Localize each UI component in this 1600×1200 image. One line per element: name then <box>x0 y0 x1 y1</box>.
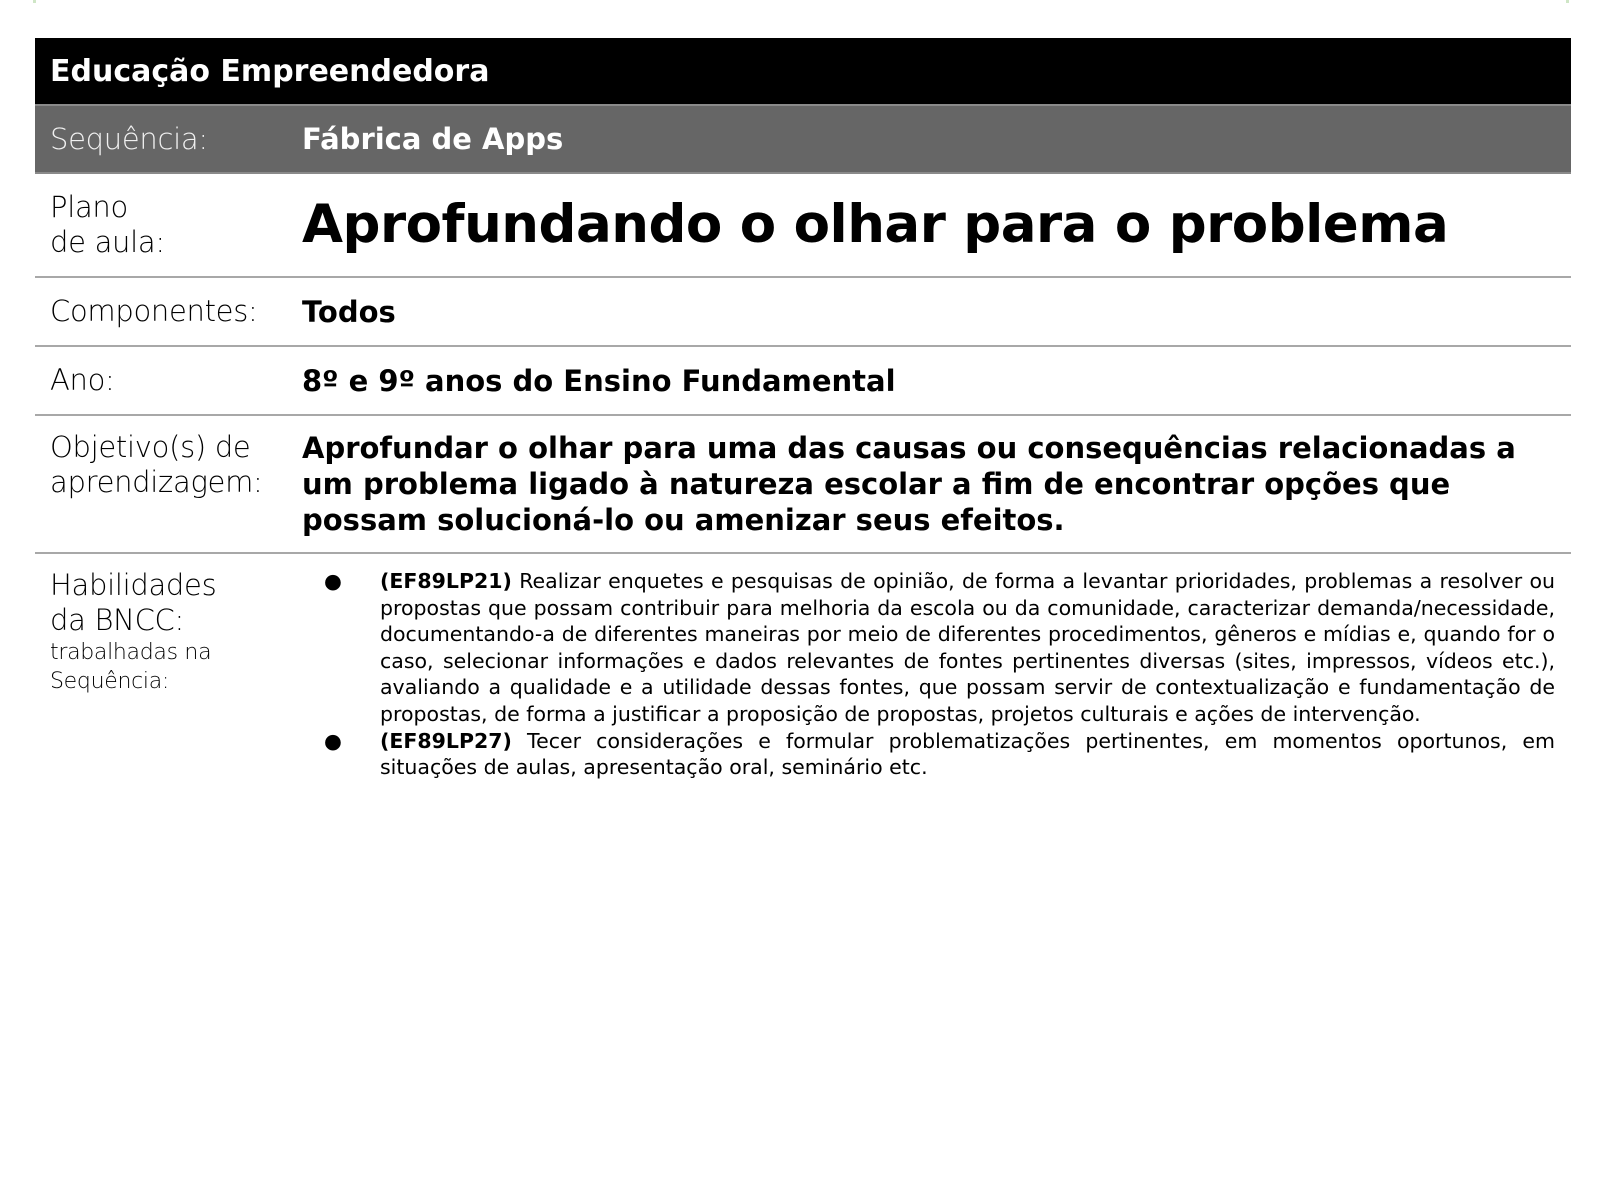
document-header: Educação Empreendedora <box>35 38 1571 104</box>
label-subline: Sequência: <box>50 669 169 694</box>
label-ano: Ano: <box>50 363 115 397</box>
skill-description: Realizar enquetes e pesquisas de opinião, de forma a levantar prioridades, problemas a resolver ou propostas que possam contribuir para melhoria da escola ou da comunidade, caracterizar demanda/necessidade, documentando-a de diferentes maneiras por meio de diferentes procedimentos, gêneros e mídias e, quando for o caso, selecionar informações e dados relevantes de fontes pertinentes diversas (sites, impressos, vídeos etc.), avaliando a qualidade e a utilidade dessas fontes, que possam servir de contextualização e fundamentação de propostas, de forma a justificar a proposição de propostas, projetos culturais e ações de intervenção. <box>380 569 1555 726</box>
label-line: Plano <box>50 190 128 224</box>
skill-code: (EF89LP21) <box>380 569 512 593</box>
row-componentes <box>35 278 1571 347</box>
page-corner-mark <box>33 0 36 3</box>
label-subline: trabalhadas na <box>50 640 212 665</box>
lesson-title: Aprofundando o olhar para o problema <box>302 194 1449 255</box>
label-objetivos <box>35 430 302 500</box>
skill-code: (EF89LP27) <box>380 728 512 753</box>
label-sequencia: Sequência: <box>50 121 208 156</box>
value-sequencia: Fábrica de Apps <box>302 122 564 156</box>
skill-description: Tecer considerações e formular problematizações pertinentes, em momentos oportunos, em situações de aulas, apresentação oral, seminário etc. <box>380 728 1555 780</box>
label-line: Habilidades <box>50 568 217 602</box>
value-objetivos: Aprofundar o olhar para uma das causas ou consequências relacionadas a um problema ligado à natureza escolar a fim de encontrar opções que possam solucioná-lo ou amenizar seus efeitos. <box>302 431 1516 537</box>
list-item <box>302 568 1555 728</box>
skills-list <box>302 568 1571 781</box>
row-objetivos <box>35 416 1571 554</box>
bullet-icon: ● <box>324 728 342 753</box>
label-line: aprendizagem: <box>50 465 263 499</box>
skill-text <box>380 568 1555 728</box>
skill-text <box>380 728 1555 781</box>
value-ano: 8º e 9º anos do Ensino Fundamental <box>302 363 896 398</box>
label-line: da BNCC: <box>50 603 184 637</box>
row-ano <box>35 347 1571 416</box>
page-corner-mark <box>1566 0 1569 3</box>
lesson-plan-table <box>35 38 1571 781</box>
row-habilidades <box>35 554 1571 781</box>
label-componentes: Componentes: <box>50 294 258 328</box>
label-plano-de-aula <box>35 190 302 260</box>
label-line: de aula: <box>50 225 165 259</box>
list-item <box>302 728 1555 781</box>
row-plano-de-aula <box>35 174 1571 278</box>
label-line: Objetivo(s) de <box>50 430 251 464</box>
value-componentes: Todos <box>302 294 396 329</box>
label-habilidades <box>35 568 302 696</box>
bullet-icon: ● <box>324 569 342 593</box>
row-sequencia <box>35 104 1571 174</box>
